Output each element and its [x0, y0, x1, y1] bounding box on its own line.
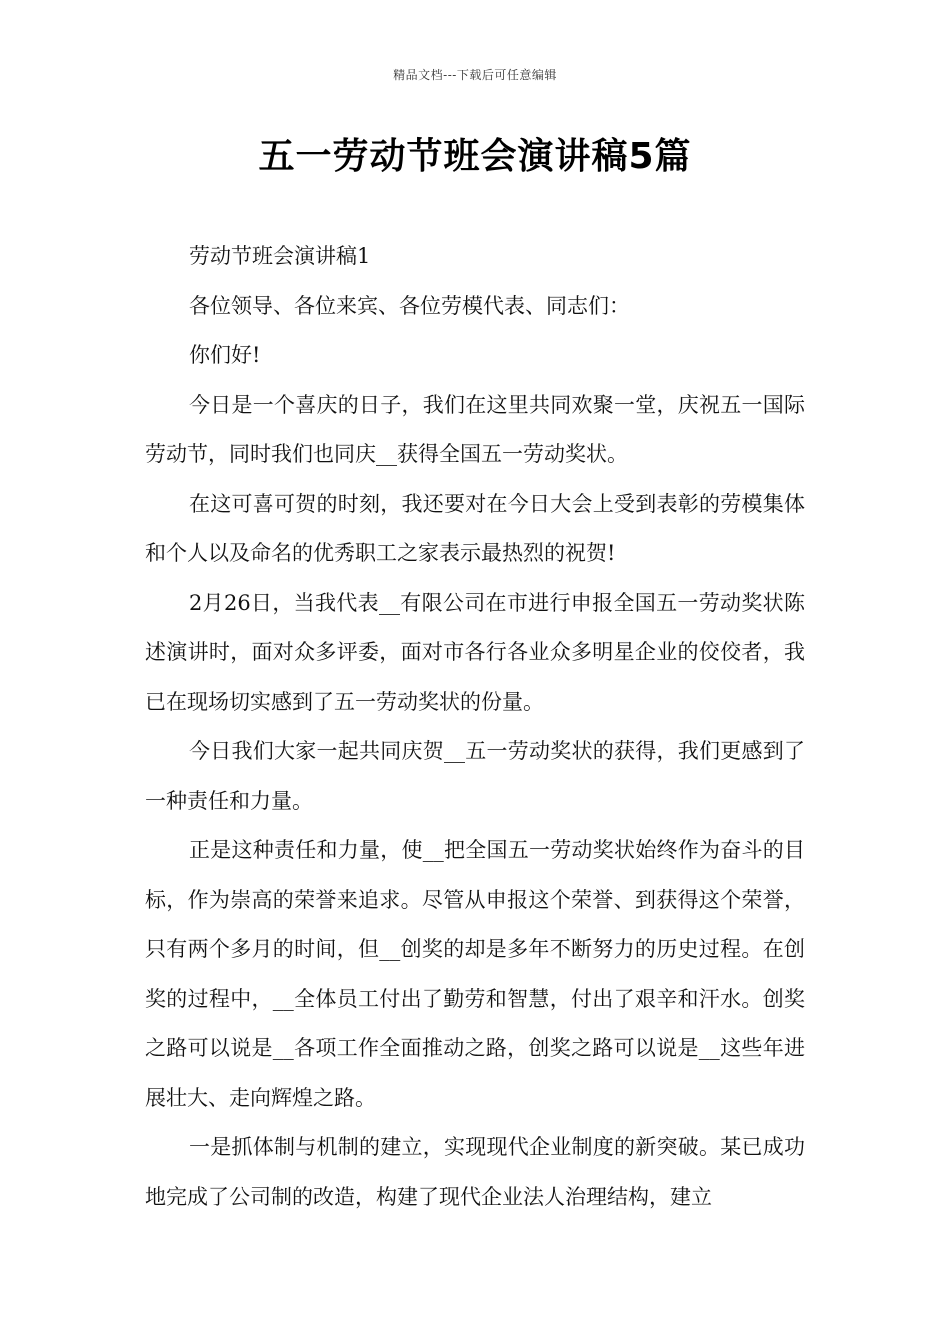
- header-note: 精品文档---下载后可任意编辑: [393, 68, 557, 82]
- paragraph: 今日是一个喜庆的日子，我们在这里共同欢聚一堂，庆祝五一国际劳动节，同时我们也同庆__获得全国五一劳动奖状。: [145, 392, 805, 466]
- paragraph: 今日我们大家一起共同庆贺__五一劳动奖状的获得，我们更感到了一种责任和力量。: [145, 739, 805, 813]
- paragraph: 一是抓体制与机制的建立，实现现代企业制度的新突破。某已成功地完成了公司制的改造，构建了现代企业法人治理结构，建立: [145, 1135, 805, 1209]
- document-body: [145, 232, 805, 1222]
- paragraph: 在这可喜可贺的时刻，我还要对在今日大会上受到表彰的劳模集体和个人以及命名的优秀职工之家表示最热烈的祝贺!: [145, 491, 805, 565]
- paragraph-speech-heading: 劳动节班会演讲稿1: [189, 244, 371, 268]
- paragraph-salutation: 各位领导、各位来宾、各位劳模代表、同志们：: [189, 293, 630, 318]
- paragraph: 2月26日，当我代表__有限公司在市进行申报全国五一劳动奖状陈述演讲时，面对众多评委，面对市各行各业众多明星企业的佼佼者，我已在现场切实感到了五一劳动奖状的份量。: [145, 590, 805, 714]
- document-title: 五一劳动节班会演讲稿5篇: [258, 136, 692, 177]
- paragraph: 正是这种责任和力量，使__把全国五一劳动奖状始终作为奋斗的目标，作为崇高的荣誉来追求。尽管从申报这个荣誉、到获得这个荣誉，只有两个多月的时间，但__创奖的却是多年不断努力的历史过程。在创奖的过程中，__全体员工付出了勤劳和智慧，付出了艰辛和汗水。创奖之路可以说是__各项工作全面推动之路，创奖之路可以说是__这些年进展壮大、走向辉煌之路。: [145, 838, 805, 1110]
- paragraph-greeting: 你们好!: [189, 343, 261, 367]
